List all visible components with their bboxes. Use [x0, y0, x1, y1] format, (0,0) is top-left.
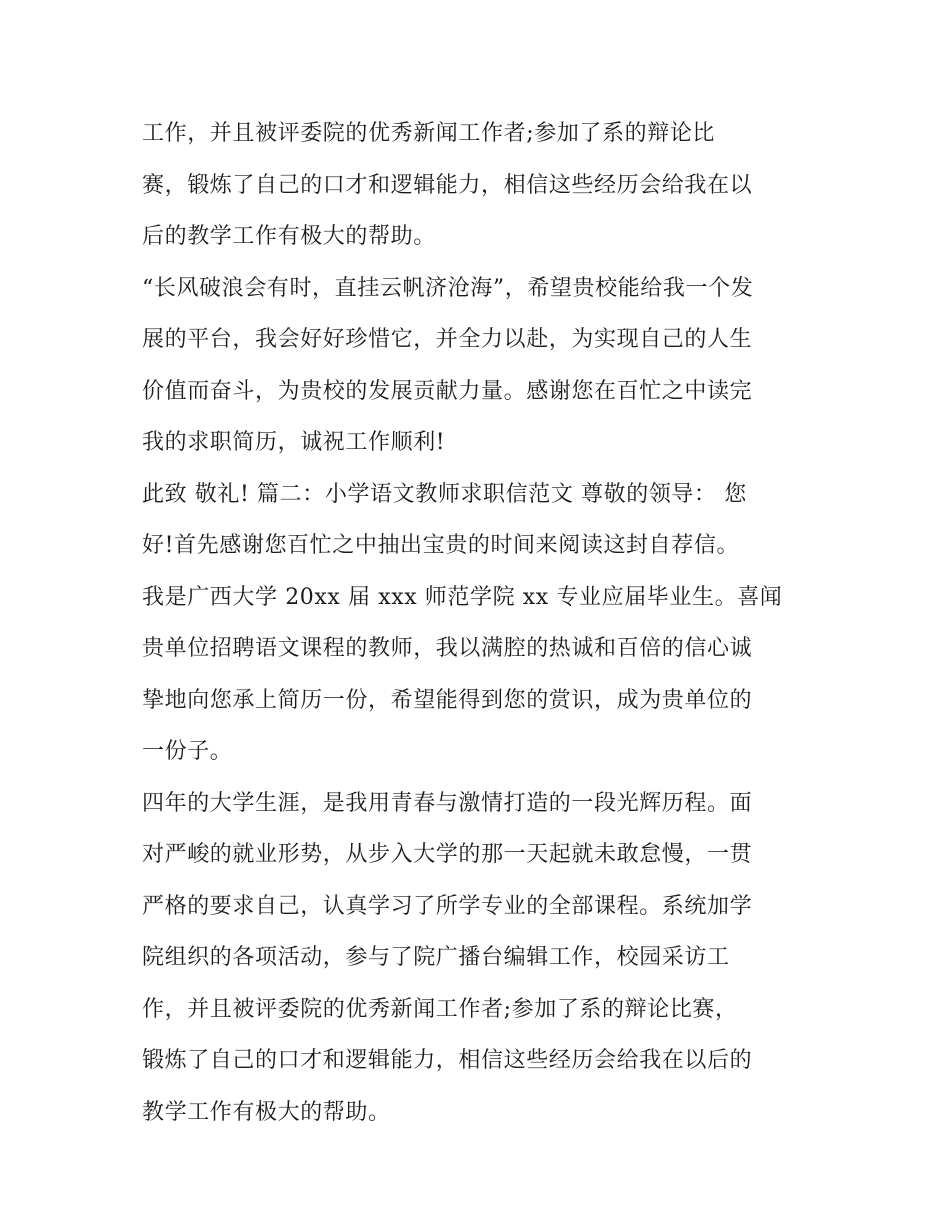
text-line: 展的平台，我会好好珍惜它，并全力以赴，为实现自己的人生: [142, 327, 753, 352]
text-line: 价值而奋斗，为贵校的发展贡献力量。感谢您在百忙之中读完: [142, 378, 753, 404]
text-line: 后的教学工作有极大的帮助。: [142, 224, 436, 249]
text-line: 工作，并且被评委院的优秀新闻工作者;参加了系的辩论比: [142, 121, 716, 146]
text-line: 对严峻的就业形势，从步入大学的那一天起就未敢怠慢，一贯: [142, 842, 753, 867]
text-line: 教学工作有极大的帮助。: [142, 1099, 391, 1125]
document-body: [142, 108, 822, 1138]
text-line: 此致 敬礼! 篇二：小学语文教师求职信范文 尊敬的领导： 您: [142, 481, 747, 507]
text-line: 作，并且被评委院的优秀新闻工作者;参加了系的辩论比赛，: [142, 996, 738, 1022]
text-line: 我的求职简历，诚祝工作顺利!: [142, 430, 446, 455]
text-line: 四年的大学生涯，是我用青春与激情打造的一段光辉历程。面: [142, 790, 753, 816]
text-line: “长风破浪会有时，直挂云帆济沧海”，希望贵校能给我一个发: [142, 275, 754, 301]
text-line: 挚地向您承上简历一份，希望能得到您的赏识，成为贵单位的: [142, 687, 753, 713]
text-line: 锻炼了自己的口才和逻辑能力，相信这些经历会给我在以后的: [142, 1048, 753, 1073]
text-line: 好!首先感谢您百忙之中抽出宝贵的时间来阅读这封自荐信。: [142, 533, 740, 558]
text-line: 严格的要求自己，认真学习了所学专业的全部课程。系统加学: [142, 893, 753, 919]
text-line: 贵单位招聘语文课程的教师，我以满腔的热诚和百倍的信心诚: [142, 636, 753, 661]
text-line: 一份子。: [142, 739, 233, 764]
text-line: 我是广西大学 20xx 届 xxx 师范学院 xx 专业应届毕业生。喜闻: [142, 584, 783, 610]
text-line: 赛，锻炼了自己的口才和逻辑能力，相信这些经历会给我在以: [142, 172, 753, 198]
text-line: 院组织的各项活动，参与了院广播台编辑工作，校园采访工: [142, 945, 730, 970]
